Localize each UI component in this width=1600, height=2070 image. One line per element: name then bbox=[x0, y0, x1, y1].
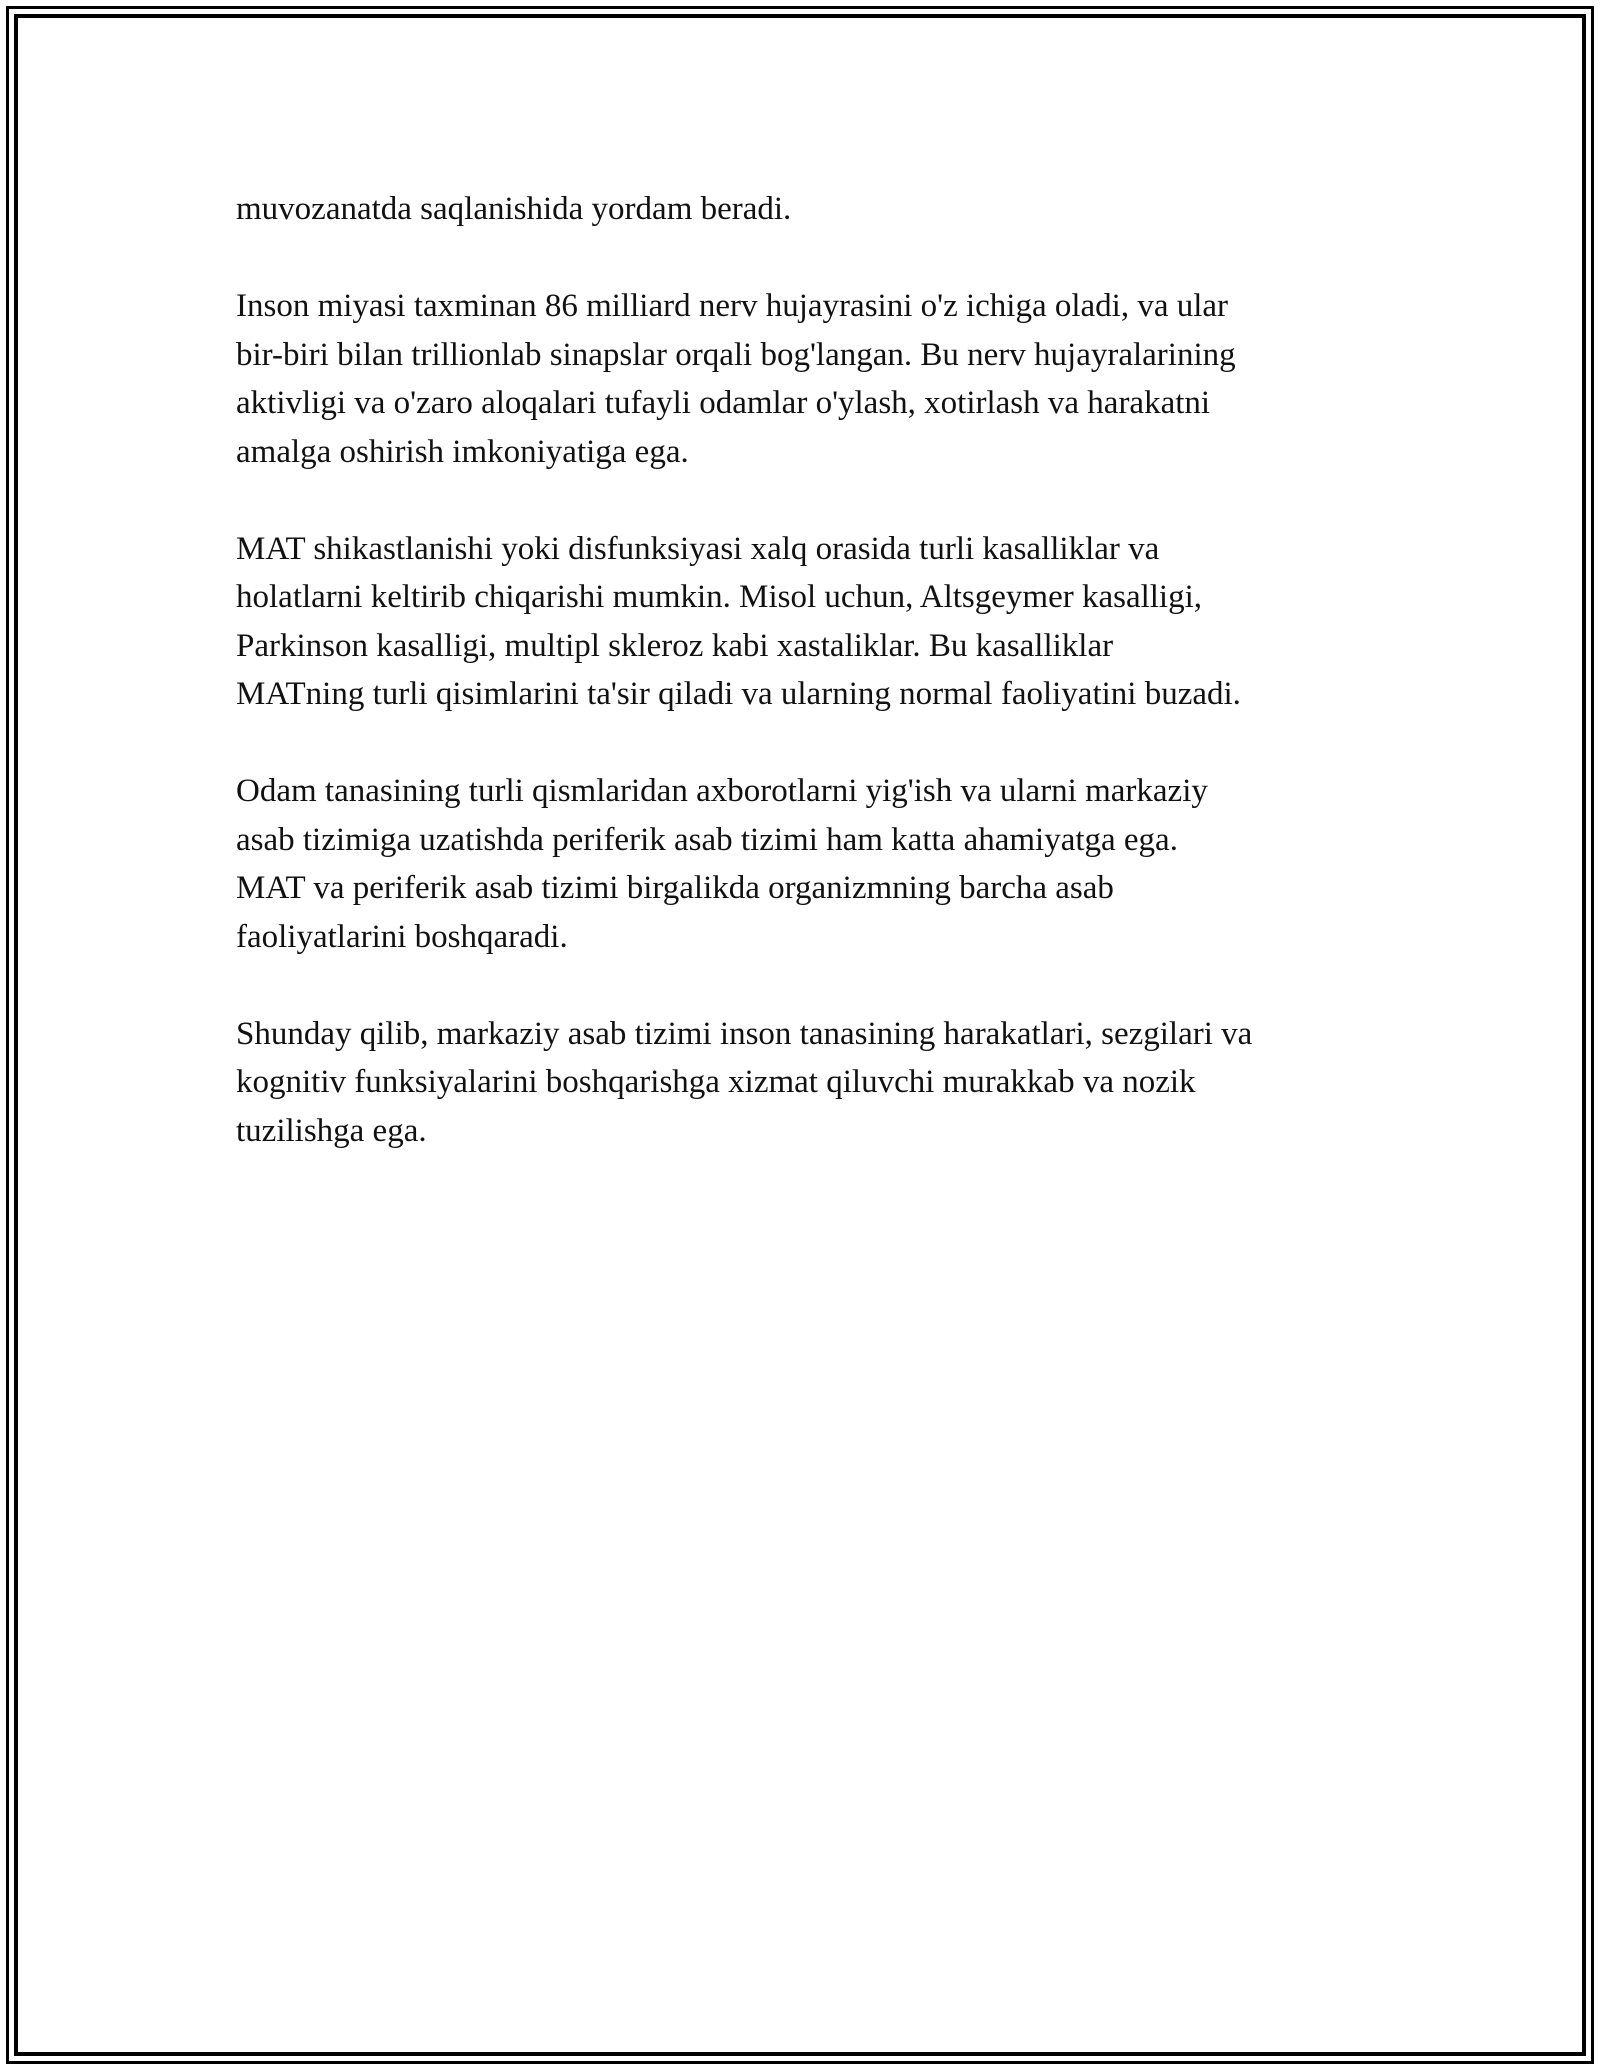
text-line: amalga oshirish imkoniyatiga ega. bbox=[236, 433, 689, 470]
text-line: Inson miyasi taxminan 86 milliard nerv hujayrasini o'z ichiga oladi, va ular bbox=[236, 288, 1229, 324]
document-body bbox=[236, 185, 1396, 1204]
paragraph bbox=[236, 767, 1396, 961]
text-line: MAT shikastlanishi yoki disfunksiyasi xalq orasida turli kasalliklar va bbox=[236, 530, 1160, 567]
text-line: MATning turli qisimlarini ta'sir qiladi va ularning normal faoliyatini buzadi. bbox=[236, 676, 1241, 712]
text-line: aktivligi va o'zaro aloqalari tufayli odamlar o'ylash, xotirlash va harakatni bbox=[236, 385, 1211, 421]
text-line: bir-biri bilan trillionlab sinapslar orqali bog'langan. Bu nerv hujayralarining bbox=[236, 336, 1236, 373]
text-line: kognitiv funksiyalarini boshqarishga xizmat qiluvchi murakkab va nozik bbox=[236, 1064, 1196, 1100]
text-line: muvozanatda saqlanishida yordam beradi. bbox=[236, 191, 792, 227]
paragraph bbox=[236, 1010, 1396, 1156]
text-line: Parkinson kasalligi, multipl skleroz kabi xastaliklar. Bu kasalliklar bbox=[236, 627, 1114, 664]
paragraph bbox=[236, 282, 1396, 476]
paragraph bbox=[236, 185, 1396, 234]
text-line: faoliyatlarini boshqaradi. bbox=[236, 918, 568, 955]
text-line: tuzilishga ega. bbox=[236, 1112, 427, 1149]
text-line: asab tizimiga uzatishda periferik asab tizimi ham katta ahamiyatga ega. bbox=[236, 821, 1178, 858]
text-line: Shunday qilib, markaziy asab tizimi inson tanasining harakatlari, sezgilari va bbox=[236, 1015, 1253, 1052]
text-line: holatlarni keltirib chiqarishi mumkin. Misol uchun, Altsgeymer kasalligi, bbox=[236, 579, 1203, 615]
text-line: Odam tanasining turli qismlaridan axborotlarni yig'ish va ularni markaziy bbox=[236, 773, 1208, 809]
text-line: MAT va periferik asab tizimi birgalikda organizmning barcha asab bbox=[236, 870, 1114, 906]
paragraph bbox=[236, 525, 1396, 719]
